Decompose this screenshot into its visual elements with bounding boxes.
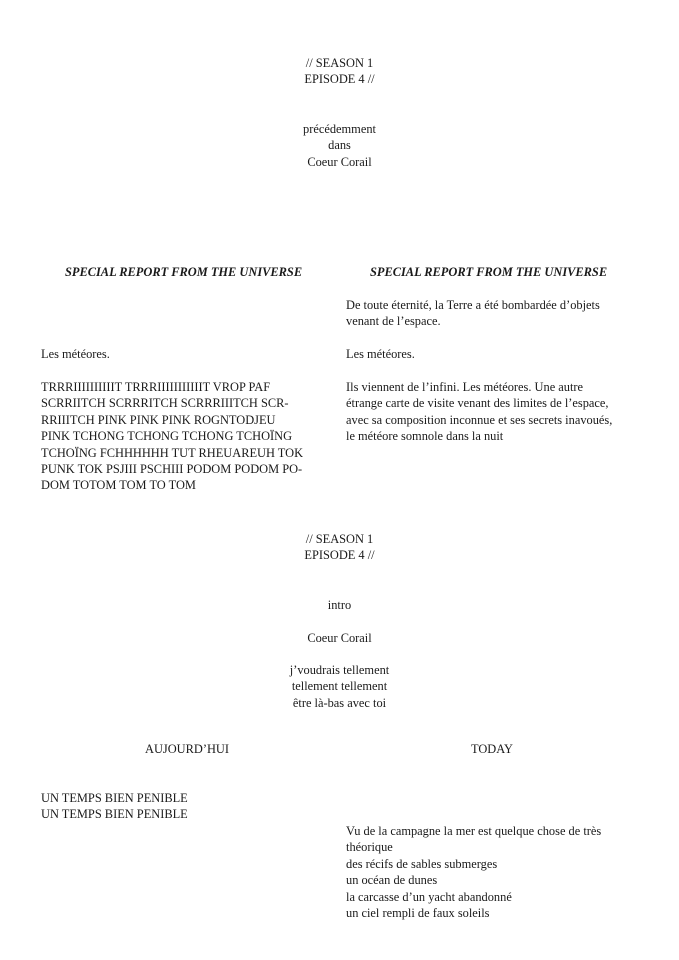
lyric-line: être là-bas avec toi <box>292 695 387 710</box>
text-line: UN TEMPS BIEN PENIBLE <box>41 807 188 822</box>
text-line: DOM TOTOM TOM TO TOM <box>41 478 196 493</box>
text-line: PUNK TOK PSJIII PSCHIII PODOM PODOM PO- <box>41 462 303 477</box>
season-label: // SEASON 1 <box>305 532 374 546</box>
intro-title: Coeur Corail <box>307 631 372 645</box>
text-line: un océan de dunes <box>346 873 438 888</box>
lyric-line: tellement tellement <box>291 679 388 694</box>
text-line: avec sa composition inconnue et ses secrets inavoués, <box>346 412 613 427</box>
previously-in: dans <box>328 138 351 153</box>
text-line: la carcasse d’un yacht abandonné <box>346 889 512 904</box>
text-line: un ciel rempli de faux soleils <box>346 906 490 921</box>
text-line: TCHOÏNG FCHHHHHH TUT RHEUAREUH TOK <box>41 445 304 460</box>
report-heading-right: SPECIAL REPORT FROM THE UNIVERSE <box>370 265 608 279</box>
meteors-label-left: Les météores. <box>41 347 110 361</box>
episode-label: EPISODE 4 // <box>304 548 375 563</box>
text-line: UN TEMPS BIEN PENIBLE <box>41 791 188 805</box>
previously-title: Coeur Corail <box>307 154 372 169</box>
report-intro-paragraph <box>346 297 646 330</box>
intro-label: intro <box>327 598 352 612</box>
text-line: le météore somnole dans la nuit <box>346 429 504 444</box>
text-line: des récifs de sables submerges <box>346 856 498 871</box>
intro-lyrics <box>0 662 679 711</box>
season-header-middle <box>0 531 679 564</box>
meteor-noise-paragraph <box>41 379 341 494</box>
today-right-text <box>346 823 646 921</box>
text-line: PINK TCHONG TCHONG TCHONG TCHOÏNG <box>41 429 293 444</box>
season-label: // SEASON 1 <box>305 56 374 70</box>
text-line: De toute éternité, la Terre a été bombardée d’objets <box>346 298 600 312</box>
today-label-right: TODAY <box>471 742 513 756</box>
lyric-line: j’voudrais tellement <box>289 663 390 677</box>
text-line: Ils viennent de l’infini. Les météores. Une autre <box>346 380 584 394</box>
report-heading-left: SPECIAL REPORT FROM THE UNIVERSE <box>65 265 303 279</box>
season-header-top <box>0 55 679 88</box>
text-line: venant de l’espace. <box>346 314 441 329</box>
text-line: Vu de la campagne la mer est quelque chose de très <box>346 824 602 838</box>
previously-block <box>0 121 679 170</box>
text-line: théorique <box>346 840 393 855</box>
text-line: étrange carte de visite venant des limites de l’espace, <box>346 396 609 411</box>
text-line: SCRRIITCH SCRRRITCH SCRRRIIITCH SCR- <box>41 396 289 411</box>
episode-label: EPISODE 4 // <box>304 72 375 87</box>
text-line: RRIIITCH PINK PINK PINK ROGNTODJEU <box>41 412 276 427</box>
meteors-label-right: Les météores. <box>346 347 415 361</box>
text-line: TRRRIIIIIIIIIIT TRRRIIIIIIIIIIIT VROP PAF <box>41 380 271 394</box>
previously-word: précédemment <box>303 122 376 136</box>
today-left-text <box>41 790 341 823</box>
today-label-left: AUJOURD’HUI <box>145 742 229 756</box>
meteor-description-paragraph <box>346 379 646 445</box>
